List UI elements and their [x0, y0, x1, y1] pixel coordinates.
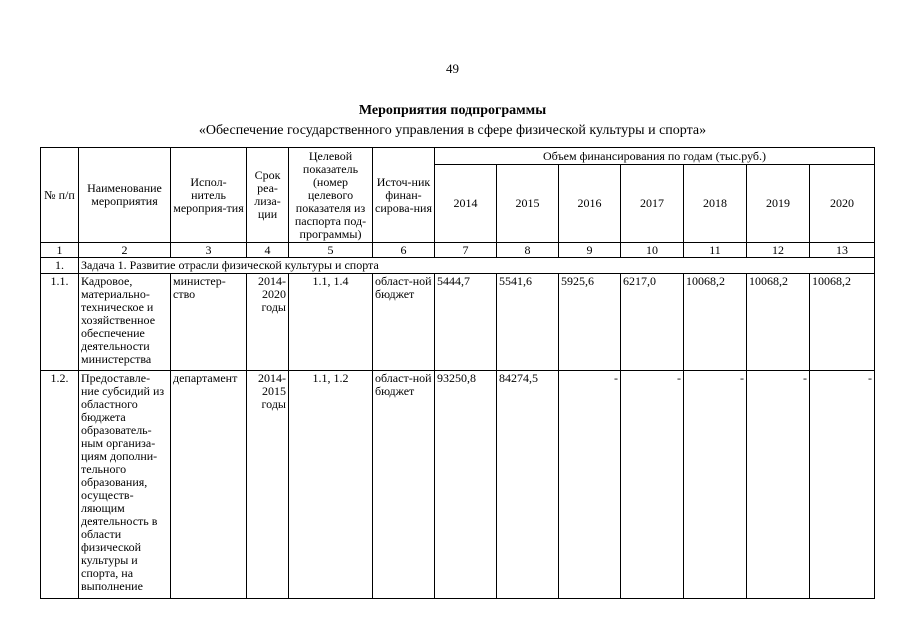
header-year: 2015	[497, 165, 559, 243]
header-year: 2017	[621, 165, 684, 243]
row-number: 1.1.	[41, 274, 79, 371]
header-executor: Испол-нитель мероприя-тия	[171, 148, 247, 243]
task-text: Задача 1. Развитие отрасли физической культуры и спорта	[79, 258, 875, 274]
row-name: Предоставле-ние субсидий из областного бюджета образователь-ным организа-циям дополни-тельного образования, осуществ-ляющим деятельность в области физической культуры и спорта, на выполнение	[79, 371, 171, 599]
row-name: Кадровое, материально-техническое и хозяйственное обеспечение деятельности министерства	[79, 274, 171, 371]
row-indicator: 1.1, 1.4	[289, 274, 373, 371]
table-row	[41, 371, 875, 599]
column-number: 9	[559, 243, 621, 258]
row-value: 5444,7	[435, 274, 497, 371]
column-number: 10	[621, 243, 684, 258]
header-year: 2014	[435, 165, 497, 243]
header-name: Наименование мероприятия	[79, 148, 171, 243]
row-value: 10068,2	[684, 274, 747, 371]
column-number: 12	[747, 243, 810, 258]
column-number: 3	[171, 243, 247, 258]
row-executor: министер-ство	[171, 274, 247, 371]
row-value: 5541,6	[497, 274, 559, 371]
page-number: 49	[446, 61, 459, 76]
row-value: 6217,0	[621, 274, 684, 371]
row-value: -	[684, 371, 747, 599]
row-number: 1.2.	[41, 371, 79, 599]
header-year: 2016	[559, 165, 621, 243]
activities-table	[40, 147, 875, 599]
column-numbers-row	[41, 243, 875, 258]
row-value: -	[810, 371, 875, 599]
header-source: Источ-ник финан-сирова-ния	[373, 148, 435, 243]
column-number: 6	[373, 243, 435, 258]
task-row	[41, 258, 875, 274]
column-number: 8	[497, 243, 559, 258]
row-value: 93250,8	[435, 371, 497, 599]
row-term: 2014-2015 годы	[247, 371, 289, 599]
column-number: 4	[247, 243, 289, 258]
header-term: Срок реа-лиза-ции	[247, 148, 289, 243]
row-value: 84274,5	[497, 371, 559, 599]
header-funding: Объем финансирования по годам (тыс.руб.)	[435, 148, 875, 165]
column-number: 2	[79, 243, 171, 258]
task-number: 1.	[41, 258, 79, 274]
table-row	[41, 274, 875, 371]
header-year: 2019	[747, 165, 810, 243]
column-number: 5	[289, 243, 373, 258]
header-year: 2020	[810, 165, 875, 243]
row-source: област-ной бюджет	[373, 274, 435, 371]
row-value: 10068,2	[747, 274, 810, 371]
row-executor: департамент	[171, 371, 247, 599]
row-value: -	[747, 371, 810, 599]
row-value: 10068,2	[810, 274, 875, 371]
row-indicator: 1.1, 1.2	[289, 371, 373, 599]
header-indicator: Целевой показатель (номер целевого показателя из паспорта под-программы)	[289, 148, 373, 243]
document-title: Мероприятия подпрограммы	[358, 103, 547, 118]
row-value: 5925,6	[559, 274, 621, 371]
header-num: № п/п	[41, 148, 79, 243]
column-number: 1	[41, 243, 79, 258]
row-value: -	[559, 371, 621, 599]
row-value: -	[621, 371, 684, 599]
column-number: 7	[435, 243, 497, 258]
header-year: 2018	[684, 165, 747, 243]
row-term: 2014-2020 годы	[247, 274, 289, 371]
column-number: 11	[684, 243, 747, 258]
row-source: област-ной бюджет	[373, 371, 435, 599]
column-number: 13	[810, 243, 875, 258]
document-subtitle: «Обеспечение государственного управления в сфере физической культуры и спорта»	[198, 123, 707, 138]
